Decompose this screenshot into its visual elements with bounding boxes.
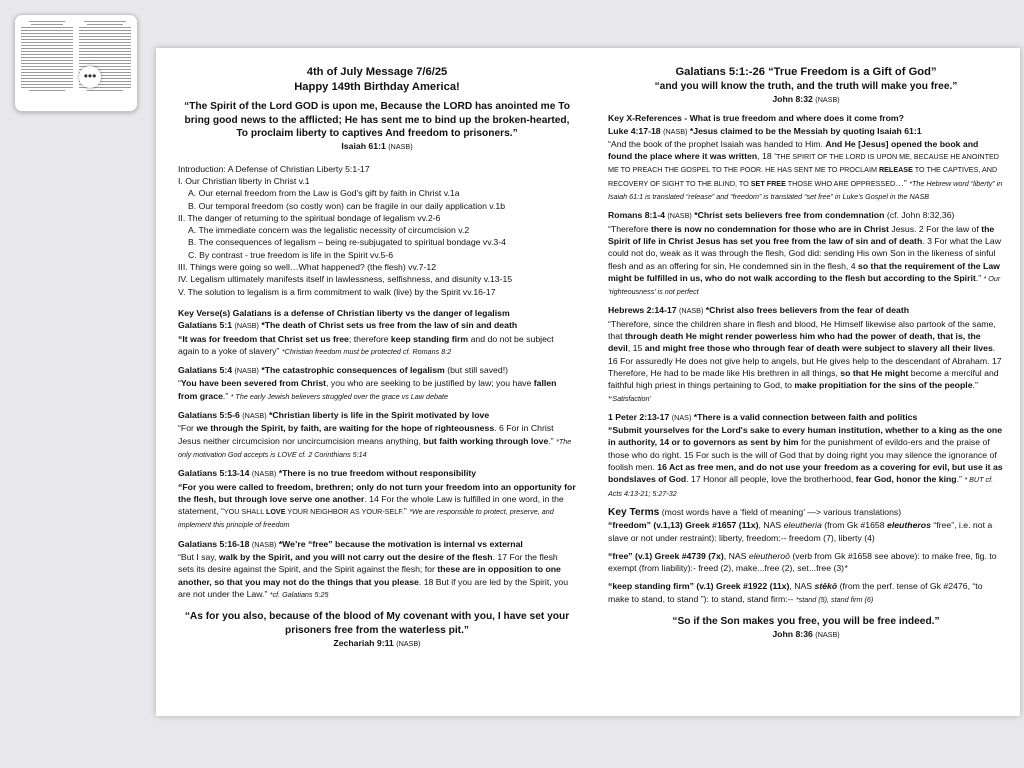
verse-galatians-5-16-18: Galatians 5:16-18 (NASB) *We’re “free” because the motivation is internal vs external “But I say, walk by the Spirit, and you will not carry out the desire of the flesh. 17 For the flesh sets its desire against the Spirit, and the Spirit against the flesh; for these are in opposition to one another, so that you may not do the things that you please. 18 But if you are led by the Spirit, you are not under the Law.” *cf. Galatians 5:25 [178, 538, 569, 599]
outline-item: V. The solution to legalism is a firm commitment to walk (live) by the Spirit vv.16-17 [178, 286, 496, 297]
right-column [608, 65, 1004, 642]
right-closing-quote: “So if the Son makes you free, you will be free indeed.” [672, 615, 940, 627]
key-term-stand-firm: “keep standing firm” (v.1) Greek #1922 (11x), NAS stēkō (from the perf. tense of Gk #2476, “to make to stand, to stand ”): to stand, stand firm:-- *stand (5), stand firm (6) [608, 581, 983, 604]
right-subtitle: “and you will know the truth, and the truth will make you free.” [654, 80, 958, 92]
outline-item: I. Our Christian liberty in Christ v.1 [178, 176, 310, 186]
verse-galatians-5-13-14: Galatians 5:13-14 (NASB) *There is no true freedom without responsibility “For you were called to freedom, brethren; only do not turn your freedom into an opportunity for the flesh, but through love serve one another. 14 For the whole Law is fulfilled in one word, in the statement, “YOU SHALL LOVE YOUR NEIGHBOR AS YOUR-SELF.” *We are responsible to protect, preserve, and implement this principle of freedom [178, 468, 576, 530]
verse-galatians-5-4: Galatians 5:4 (NASB) *The catastrophic consequences of legalism (but still saved!) “You have been severed from Christ, you who are seeking to be justified by law; you have fallen from grace.” * The early Jewish believers struggled over the grace vs Law debate [178, 365, 557, 401]
page-thumbnail[interactable] [14, 14, 138, 112]
document-page [156, 48, 1020, 716]
page-subtitle: Happy 149th Birthday America! [294, 80, 460, 93]
outline-item: B. The consequences of legalism – being re-subjugated to spiritual bondage vv.3-4 [188, 237, 506, 248]
key-terms-heading: Key Terms (most words have a ‘field of meaning’ —> various translations) [608, 506, 902, 518]
right-subtitle-reference: John 8:32 (NASB) [772, 94, 840, 104]
more-options-icon[interactable]: ••• [79, 66, 101, 88]
left-column [178, 65, 576, 650]
page-title: 4th of July Message 7/6/25 [306, 66, 448, 78]
right-title: Galatians 5:1:-26 “True Freedom is a Gift of God” [675, 66, 937, 78]
key-term-freedom: “freedom” (v.1,13) Greek #1657 (11x), NAS eleutheria (from Gk #1658 eleutheros “free”, i.e. not a slave or not under restraint): liberty, freedom:-- freedom (7), liberty (4) [608, 520, 993, 543]
outline-item: Introduction: A Defense of Christian Liberty 5:1-17 [178, 163, 370, 174]
outline-item: C. By contrast - true freedom is life in the Spirit vv.5-6 [188, 249, 394, 260]
closing-quote-reference: Zechariah 9:11 (NASB) [333, 638, 421, 649]
closing-quote: “As for you also, because of the blood of My covenant with you, I have set your prisoners free from the waterless pit.” [184, 611, 570, 636]
verse-luke-4-17-18: Luke 4:17-18 (NASB) *Jesus claimed to be the Messiah by quoting Isaiah 61:1 “And the book of the prophet Isaiah was handed to Him. And He [Jesus] opened the book and found the place where it was written, 18 ‘THE SPIRIT OF THE LORD IS UPON ME, BECAUSE HE ANOINTED ME TO PREACH THE GOSPEL TO THE POOR. HE HAS SENT ME TO PROCLAIM RELEASE TO THE CAPTIVES, AND RECOVERY OF SIGHT TO THE BLIND, TO SET FREE THOSE WHO ARE OPPRESSED…” *The Hebrew word “liberty” in Isaiah 61:1 is translated “release” and “freedom” is translated “set free” in Luke’s Gospel in the NASB [608, 125, 1003, 202]
key-verse-heading: Key Verse(s) Galatians is a defense of Christian liberty vs the danger of legalism [178, 307, 510, 318]
sermon-outline [178, 163, 576, 298]
verse-galatians-5-5-6: Galatians 5:5-6 (NASB) *Christian liberty is life in the Spirit motivated by love “For we through the Spirit, by faith, are waiting for the hope of righteousness. 6 For in Christ Jesus neither circumcision nor uncircumcision means anything, but faith working through love.” *The only motivation God accepts is LOVE cf. 2 Corinthians 5:14 [178, 410, 572, 459]
verse-hebrews-2-14-17: Hebrews 2:14-17 (NASB) *Christ also frees believers from the fear of death “Therefore, since the children share in flesh and blood, He Himself likewise also partook of the same, that through death He might render powerless him who had the power of death, that is, the devil, 15 and might free those who through fear of death were subject to slavery all their lives. 16 For assuredly He does not give help to angels, but He gives help to the descendant of Abraham. 17 Therefore, He had to be made like His brethren in all things, so that He might become a merciful and faithful high priest in things pertaining to God, to make propitiation for the sins of the people.” *‘Satisfaction’ [608, 305, 1002, 403]
outline-item: A. Our eternal freedom from the Law is God’s gift by faith in Christ v.1a [188, 188, 460, 199]
verse-1-peter-2-13-17: 1 Peter 2:13-17 (NAS) *There is a valid connection between faith and politics “Submit yourselves for the Lord's sake to every human institution, whether to a king as the one in authority, 14 or to governors as sent by him for the punishment of evildo-ers and the praise of those who do right. 15 For such is the will of God that by doing right you may silence the ignorance of foolish men. 16 Act as free men, and do not use your freedom as a covering for evil, but use it as bondslaves of God. 17 Honor all people, love the brotherhood, fear God, honor the king.” * BUT cf. Acts 4:13-21; 5:27-32 [608, 411, 1003, 498]
verse-romans-8-1-4: Romans 8:1-4 (NASB) *Christ sets believers free from condemnation (cf. John 8:32,36) “Therefore there is now no condemnation for those who are in Christ Jesus. 2 For the law of the Spirit of life in Christ Jesus has set you free from the law of sin and of death. 3 For what the Law could not do, weak as it was through the flesh, God did: sending His own Son in the likeness of sinful flesh and as an offering for sin, He condemned sin in the flesh, 4 so that the requirement of the Law might be fulfilled in us, who do not walk according to the flesh but according to the Spirit.” * Our ‘righteousness’ is not perfect [608, 210, 1001, 297]
opening-quote: “The Spirit of the Lord GOD is upon me, Because the LORD has anointed me To bring good news to the afflicted; He has sent me to bind up the broken-hearted, To proclaim liberty to captives And freedom to prisoners.” [184, 101, 570, 139]
xref-heading: Key X-References - What is true freedom and where does it come from? [608, 113, 904, 124]
right-closing-reference: John 8:36 (NASB) [772, 629, 840, 640]
thumbnail-left-column [21, 21, 73, 93]
outline-item: II. The danger of returning to the spiritual bondage of legalism vv.2-6 [178, 212, 441, 223]
verse-galatians-5-1: Galatians 5:1 (NASB) *The death of Christ sets us free from the law of sin and death “It was for freedom that Christ set us free; therefore keep standing firm and do not be subject again to a yoke of slavery” *Christian freedom must be protected cf. Romans 8:2 [178, 320, 554, 356]
outline-item: B. Our temporal freedom (so costly won) can be fragile in our daily application v.1b [188, 200, 506, 211]
outline-item: A. The immediate concern was the legalistic necessity of circumcision v.2 [188, 225, 470, 236]
outline-item: IV. Legalism ultimately manifests itself in lawlessness, selfishness, and disunity v.13-15 [178, 274, 513, 285]
opening-quote-reference: Isaiah 61:1 (NASB) [341, 141, 413, 152]
outline-item: III. Things were going so well…What happened? (the flesh) vv.7-12 [178, 262, 437, 273]
key-term-free: “free” (v.1) Greek #4739 (7x), NAS eleutheroō (verb from Gk #1658 see above): to make free, fig. to exempt (from liability):- freed (2), make...free (2), set...free (3)* [608, 550, 997, 574]
